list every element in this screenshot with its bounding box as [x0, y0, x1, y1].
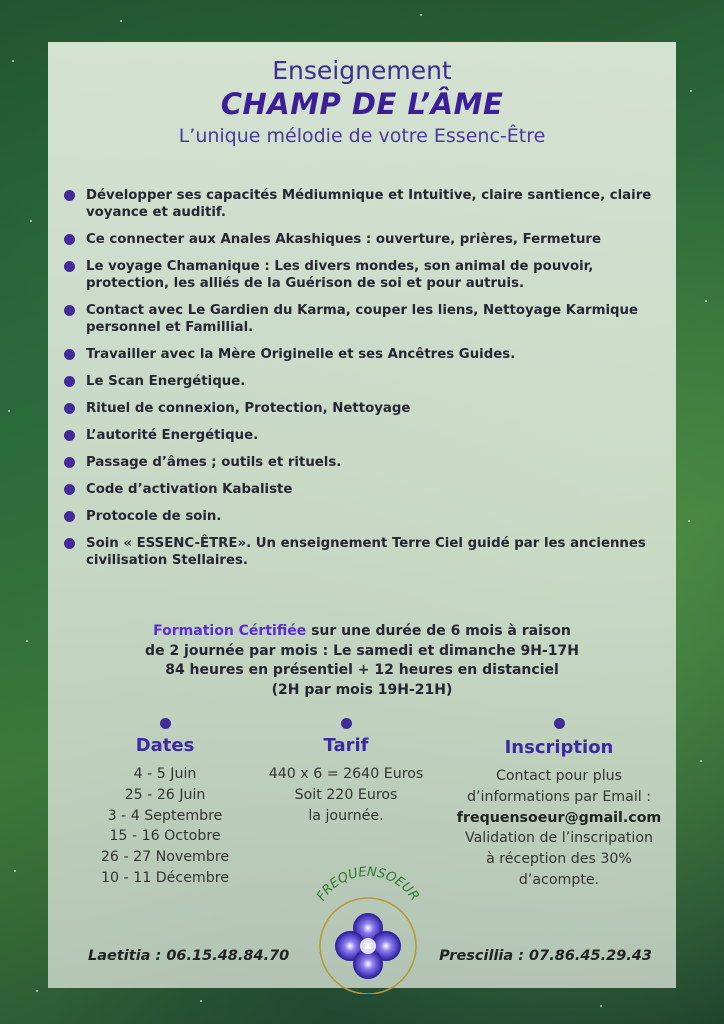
tarif-title: Tarif [323, 735, 369, 756]
list-item-text: Travailler avec la Mère Originelle et ses Ancêtres Guides. [86, 347, 516, 362]
tarif-column [266, 718, 426, 826]
list-item [64, 508, 664, 525]
contact-prescillia[interactable]: Prescillia : 07.86.45.29.43 [439, 948, 652, 964]
inscription-line: Contact pour plus [495, 768, 623, 784]
program-list [64, 187, 664, 579]
bullet-icon [64, 261, 75, 272]
date-item: 3 - 4 Septembre [107, 807, 223, 824]
formation-line1: sur une durée de 6 mois à raison [306, 623, 571, 639]
bullet-icon [64, 430, 75, 441]
bullet-icon [64, 349, 75, 360]
list-item-text: Contact avec Le Gardien du Karma, couper les liens, Nettoyage Karmique personnel et Famillial. [86, 303, 639, 335]
formation-highlight: Formation Cértifiée [153, 623, 307, 639]
bullet-icon [64, 403, 75, 414]
bullet-icon [341, 718, 352, 729]
date-item: 15 - 16 Octobre [109, 828, 221, 845]
formation-block [48, 622, 676, 700]
inscription-line: Validation de l’inscripation [464, 830, 654, 847]
dates-title: Dates [135, 735, 195, 756]
list-item [64, 535, 664, 569]
date-item: 26 - 27 Novembre [100, 849, 230, 866]
bullet-icon [64, 484, 75, 495]
list-item [64, 373, 664, 390]
list-item [64, 454, 664, 471]
frequensoeur-logo [302, 862, 434, 994]
bullet-icon [64, 376, 75, 387]
list-item [64, 231, 664, 248]
list-item [64, 346, 664, 363]
bullet-icon [64, 538, 75, 549]
logo-text: FREQUENSOEUR [314, 864, 422, 904]
bullet-icon [554, 718, 565, 729]
date-item: 10 - 11 Décembre [100, 869, 229, 886]
inscription-line: à réception des 30% [486, 851, 632, 868]
flyer-panel [48, 42, 676, 988]
date-item: 4 - 5 Juin [133, 766, 197, 782]
list-item [64, 481, 664, 498]
formation-line2: de 2 journée par mois : Le samedi et dimanche 9H-17H [145, 642, 579, 659]
list-item-text: Code d’activation Kabaliste [86, 482, 293, 497]
main-title: CHAMP DE L’ÂME [220, 87, 504, 121]
date-item: 25 - 26 Juin [124, 786, 206, 803]
kicker-text: Enseignement [272, 56, 452, 85]
bullet-icon [64, 190, 75, 201]
inscription-line: d’informations par Email : [467, 788, 651, 805]
bullet-icon [64, 234, 75, 245]
bullet-icon [160, 718, 171, 729]
tarif-line: Soit 220 Euros [294, 786, 398, 803]
list-item-text: Le Scan Energétique. [86, 374, 246, 389]
list-item [64, 258, 664, 292]
tarif-line: la journée. [308, 807, 384, 824]
list-item-text: L’autorité Energétique. [86, 428, 259, 443]
dates-column [100, 718, 230, 889]
inscription-title: Inscription [504, 737, 614, 758]
contact-laetitia[interactable]: Laetitia : 06.15.48.84.70 [88, 948, 290, 964]
list-item-text: Le voyage Chamanique : Les divers mondes, son animal de pouvoir, protection, les alliés de la Guérison de soi et pour autruis. [86, 259, 594, 291]
formation-line3: 84 heures en présentiel + 12 heures en distanciel [165, 662, 559, 678]
bullet-icon [64, 511, 75, 522]
flower-icon [335, 913, 401, 979]
list-item [64, 187, 664, 221]
email-link[interactable]: frequensoeur@gmail.com [456, 809, 662, 826]
bullet-icon [64, 305, 75, 316]
list-item-text: Rituel de connexion, Protection, Nettoyage [86, 401, 411, 416]
list-item-text: Ce connecter aux Anales Akashiques : ouverture, prières, Fermeture [86, 232, 601, 247]
tarif-line: 440 x 6 = 2640 Euros [268, 766, 424, 782]
list-item [64, 400, 664, 417]
list-item-text: Développer ses capacités Médiumnique et Intuitive, claire santience, claire voyance et auditif. [86, 188, 652, 220]
list-item [64, 302, 664, 336]
flyer-header [48, 56, 676, 147]
list-item-text: Passage d’âmes ; outils et rituels. [86, 455, 342, 470]
inscription-column [434, 718, 684, 891]
list-item-text: Soin « ESSENC-ÊTRE». Un enseignement Terre Ciel guidé par les anciennes civilisation Stellaires. [86, 536, 646, 568]
list-item [64, 427, 664, 444]
inscription-line: d’acompte. [518, 871, 600, 888]
bullet-icon [64, 457, 75, 468]
list-item-text: Protocole de soin. [86, 509, 222, 524]
tagline: L’unique mélodie de votre Essenc-Être [178, 125, 546, 147]
formation-line4: (2H par mois 19H-21H) [271, 681, 453, 698]
